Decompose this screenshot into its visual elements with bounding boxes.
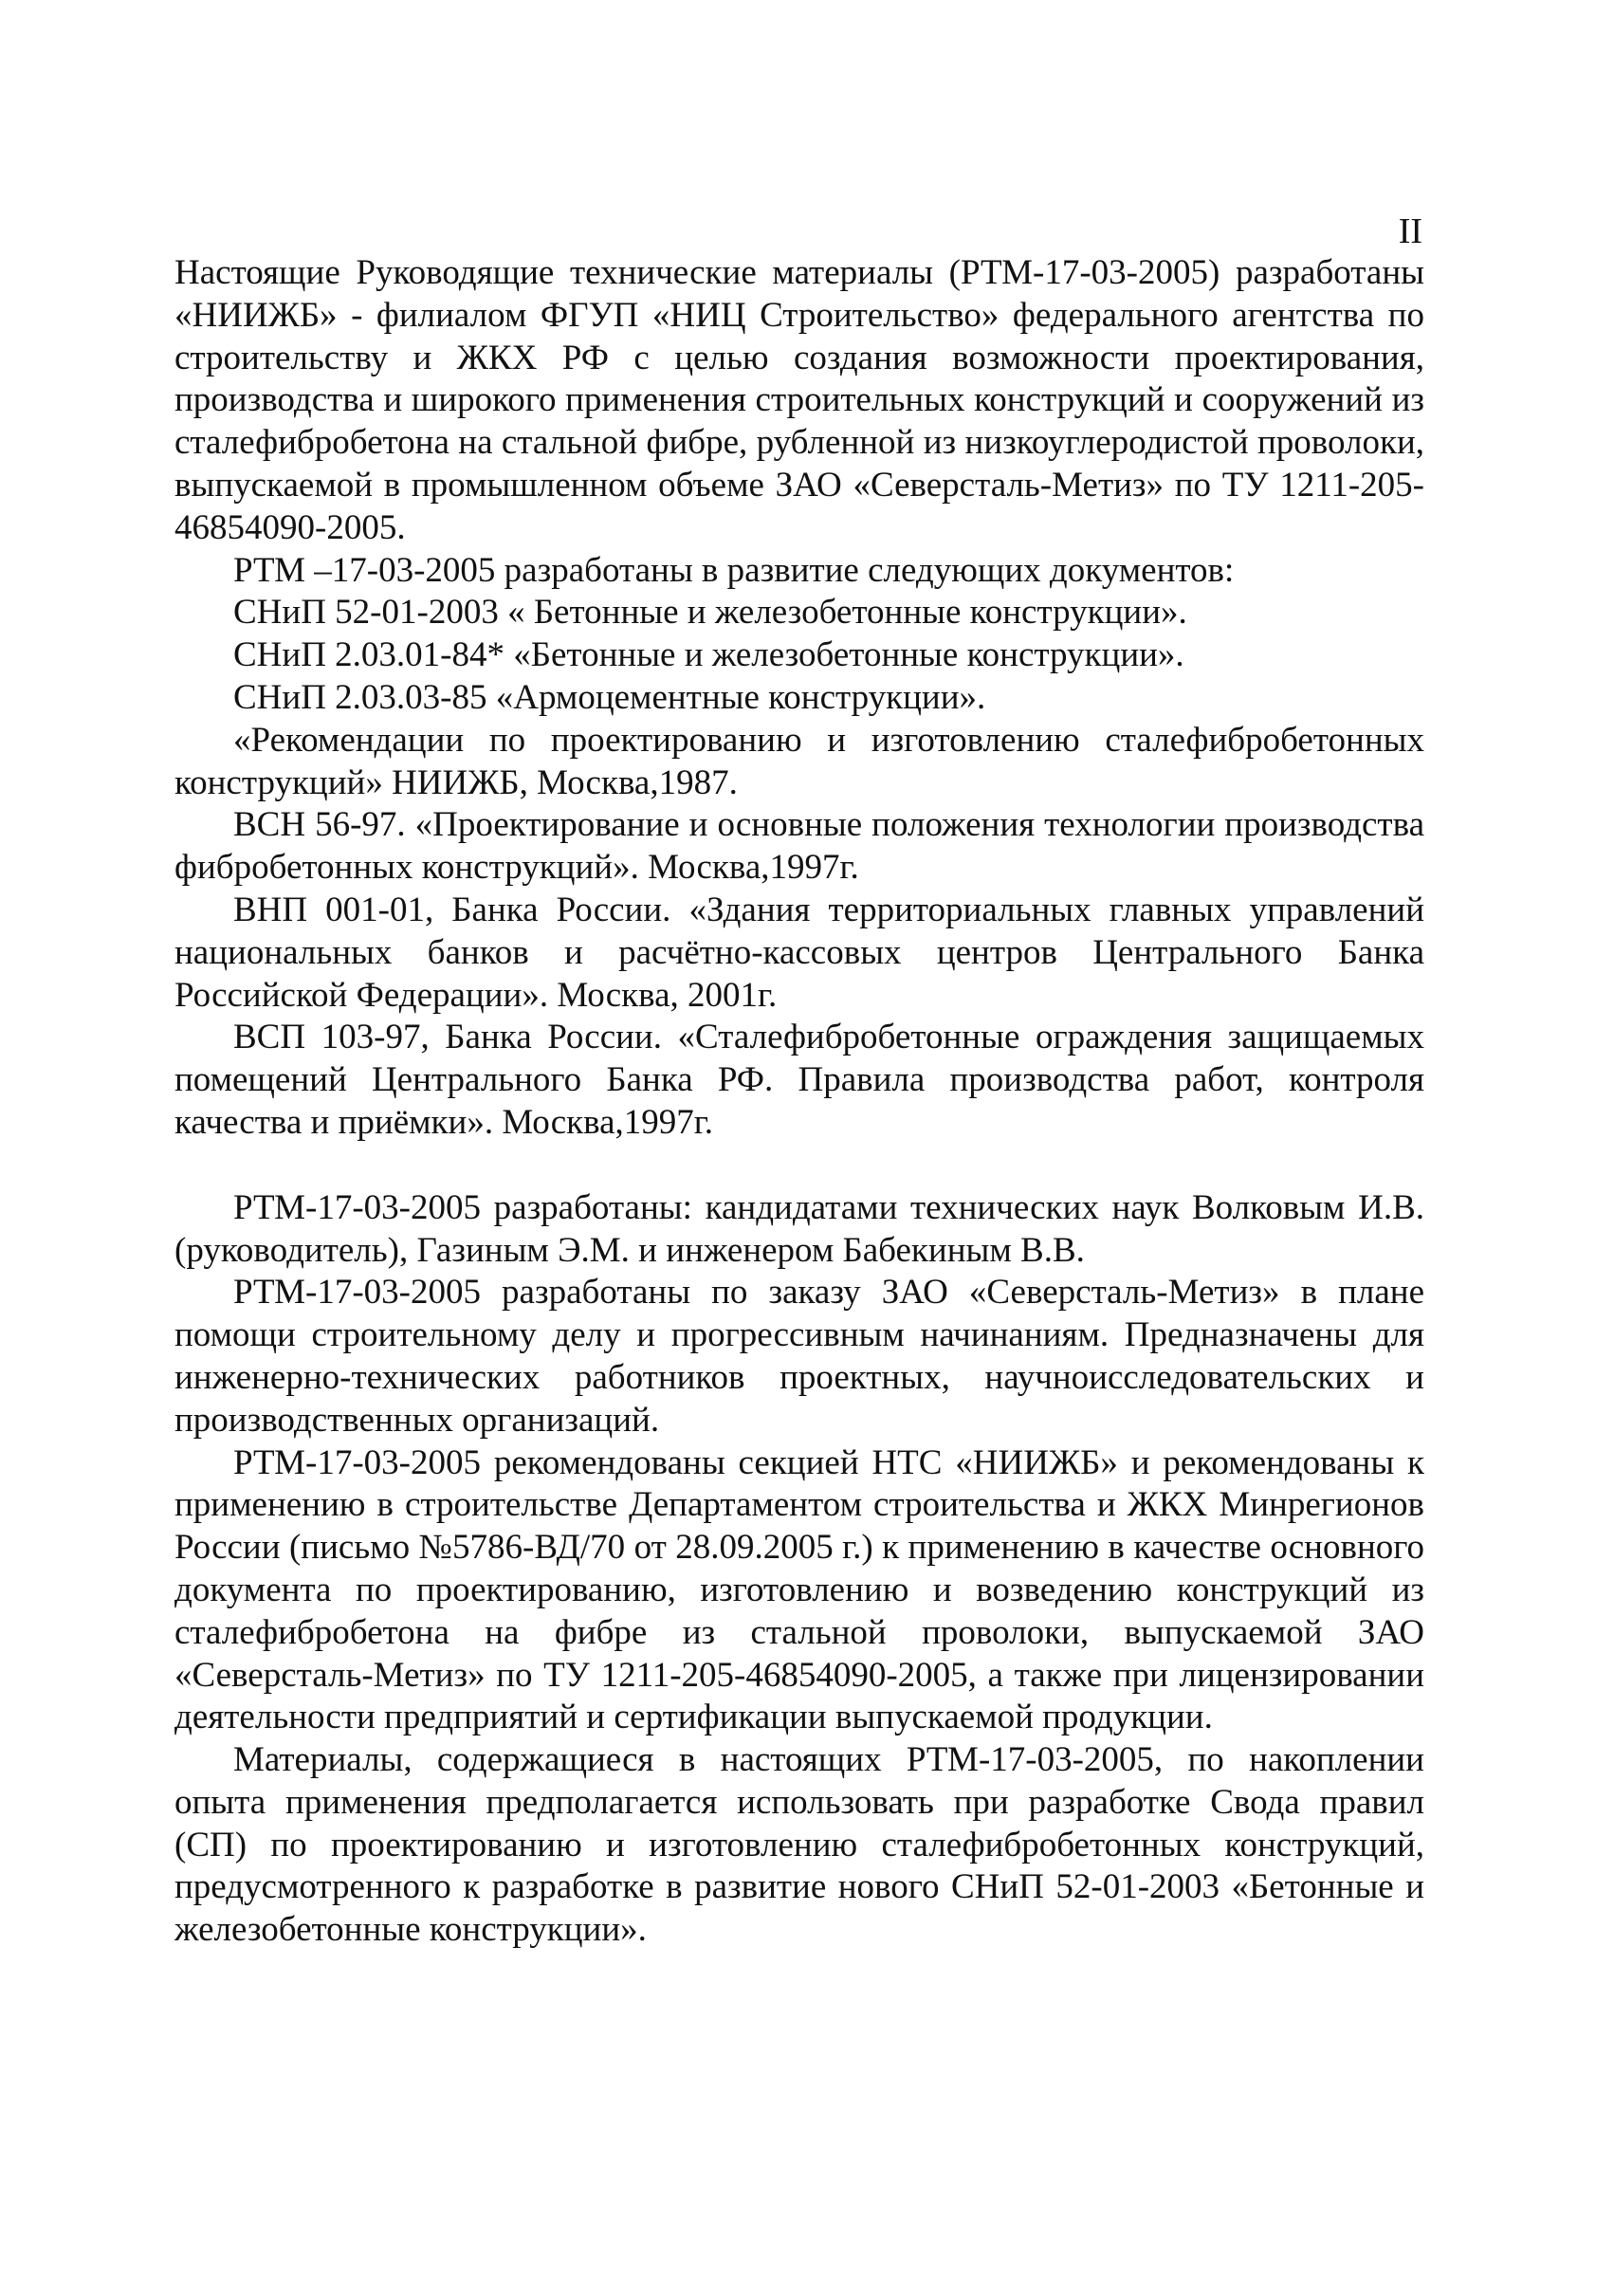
document-item: ВНП 001-01, Банка России. «Здания территориальных главных управлений национальных банков и расчётно-кассовых центров Центрального Банка Российской Федерации». Москва, 2001г. bbox=[174, 890, 1424, 1015]
document-body bbox=[174, 252, 1424, 1952]
intro-paragraph: Настоящие Руководящие технические материалы (РТМ-17-03-2005) разработаны «НИИЖБ» - филиалом ФГУП «НИЦ Строительство» федерального агентства по строительству и ЖКХ РФ с целью создания возможности проектирования, производства и широкого применения строительных конструкций и сооружений из сталефибробетона на стальной фибре, рубленной из низкоуглеродистой проволоки, выпускаемой в промышленном объеме ЗАО «Северсталь-Метиз» по ТУ 1211-205-46854090-2005. bbox=[174, 253, 1424, 547]
order-paragraph: РТМ-17-03-2005 разработаны по заказу ЗАО «Северсталь-Метиз» в плане помощи строительному делу и прогрессивным начинаниям. Предназначены для инженерно-технических работников проектных, научноисследовательских и производственных организаций. bbox=[174, 1273, 1424, 1440]
document-item: СНиП 2.03.03-85 «Армоцементные конструкции». bbox=[233, 677, 986, 717]
recommendation-paragraph: РТМ-17-03-2005 рекомендованы секцией НТС «НИИЖБ» и рекомендованы к применению в строительстве Департаментом строительства и ЖКХ Минрегионов России (письмо №5786-ВД/70 от 28.09.2005 г.) к применению в качестве основного документа по проектированию, изготовлению и возведению конструкций из сталефибробетона на фибре из стальной проволоки, выпускаемой ЗАО «Северсталь-Метиз» по ТУ 1211-205-46854090-2005, а также при лицензировании деятельности предприятий и сертификации выпускаемой продукции. bbox=[174, 1442, 1424, 1737]
document-item: «Рекомендации по проектированию и изготовлению сталефибробетонных конструкций» НИИЖБ, Москва,1987. bbox=[174, 720, 1424, 802]
document-item: СНиП 52-01-2003 « Бетонные и железобетонные конструкции». bbox=[233, 593, 1187, 633]
future-use-paragraph: Материалы, содержащиеся в настоящих РТМ-17-03-2005, по накоплении опыта применения предполагается использовать при разработке Свода правил (СП) по проектированию и изготовлению сталефибробетонных конструкций, предусмотренного к разработке в развитие нового СНиП 52-01-2003 «Бетонные и железобетонные конструкции». bbox=[174, 1740, 1424, 1950]
page-number: II bbox=[1398, 211, 1422, 251]
documents-intro: РТМ –17-03-2005 разработаны в развитие следующих документов: bbox=[233, 550, 1235, 590]
document-item: СНиП 2.03.01-84* «Бетонные и железобетонные конструкции». bbox=[233, 635, 1184, 675]
authors-paragraph: РТМ-17-03-2005 разработаны: кандидатами технических наук Волковым И.В. (руководитель), Газиным Э.М. и инженером Бабекиным В.В. bbox=[174, 1187, 1424, 1270]
document-item: ВСН 56-97. «Проектирование и основные положения технологии производства фибробетонных конструкций». Москва,1997г. bbox=[174, 805, 1424, 888]
document-item: ВСП 103-97, Банка России. «Сталефибробетонные ограждения защищаемых помещений Центрального Банка РФ. Правила производства работ, контроля качества и приёмки». Москва,1997г. bbox=[174, 1018, 1424, 1142]
section-gap bbox=[174, 1145, 1424, 1187]
